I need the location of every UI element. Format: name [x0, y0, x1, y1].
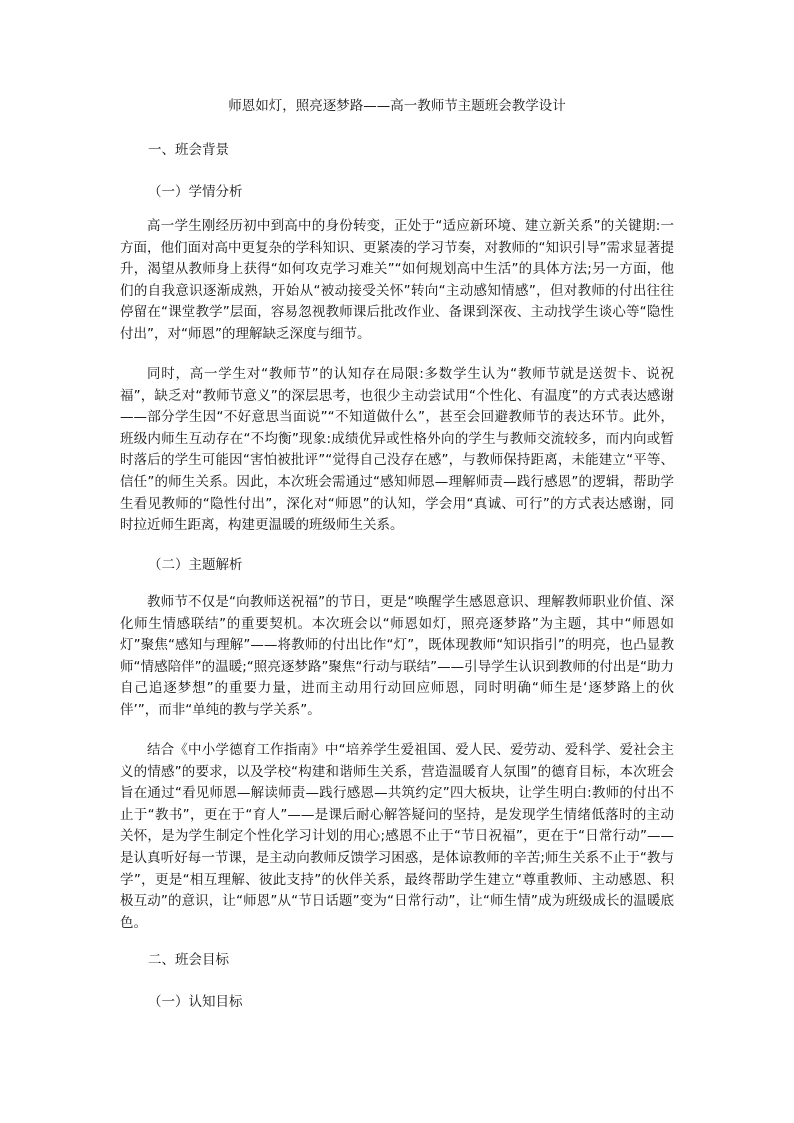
- document-title: 师恩如灯，照亮逐梦路——高一教师节主题班会教学设计: [228, 98, 566, 114]
- section-heading-goals: 二、班会目标: [148, 952, 229, 968]
- paragraph-student-analysis-1: 高一学生刚经历初中到高中的身份转变，正处于“适应新环境、建立新关系”的关键期:一方面，他们面对高中更复杂的学科知识、更紧凑的学习节奏，对教师的“知识引导”需求显著提升，渴望从教师身上获得“如何攻克学习难关”“如何规划高中生活”的具体方法;另一方面，他们的自我意识逐渐成熟，开始从“被动接受关怀”转向“主动感知情感”，但对教师的付出往往停留在“课堂教学”层面，容易忽视教师课后批改作业、备课到深夜、主动找学生谈心等“隐性付出”，对“师恩”的理解缺乏深度与细节。: [120, 218, 674, 342]
- subsection-heading-cognitive-goals: （一）认知目标: [148, 994, 243, 1010]
- section-heading-background: 一、班会背景: [148, 142, 229, 158]
- subsection-heading-student-analysis: （一）学情分析: [148, 184, 243, 200]
- paragraph-theme-analysis-2: 结合《中小学德育工作指南》中“培养学生爱祖国、爱人民、爱劳动、爱科学、爱社会主义的情感”的要求，以及学校“构建和谐师生关系，营造温暖育人氛围”的德育目标，本次班会旨在通过“看见师恩—解读师责—践行感恩—共筑约定”四大板块，让学生明白:教师的付出不止于“教书”，更在于“育人”——是课后耐心解答疑问的坚持，是发现学生情绪低落时的主动关怀，是为学生制定个性化学习计划的用心;感恩不止于“节日祝福”，更在于“日常行动”——是认真听好每一节课，是主动向教师反馈学习困惑，是体谅教师的辛苦;师生关系不止于“教与学”，更是“相互理解、彼此支持”的伙伴关系，最终帮助学生建立“尊重教师、主动感恩、积极互动”的意识，让“师恩”从“节日话题”变为“日常行动”，让“师生情”成为班级成长的温暖底色。: [120, 742, 674, 931]
- paragraph-theme-analysis-1: 教师节不仅是“向教师送祝福”的节日，更是“唤醒学生感恩意识、理解教师职业价值、深化师生情感联结”的重要契机。本次班会以“师恩如灯，照亮逐梦路”为主题，其中“师恩如灯”聚焦“感知与理解”——将教师的付出比作“灯”，既体现教师“知识指引”的明亮，也凸显教师“情感陪伴”的温暖;“照亮逐梦路”聚焦“行动与联结”——引导学生认识到教师的付出是“助力自己追逐梦想”的重要力量，进而主动用行动回应师恩，同时明确“师生是‘逐梦路上的伙伴’”，而非“单纯的教与学关系”。: [120, 594, 674, 718]
- subsection-heading-theme-analysis: （二）主题解析: [148, 557, 243, 573]
- paragraph-student-analysis-2: 同时，高一学生对“教师节”的认知存在局限:多数学生认为“教师节就是送贺卡、说祝福”，缺乏对“教师节意义”的深层思考，也很少主动尝试用“个性化、有温度”的方式表达感谢——部分学生因“不好意思当面说”“不知道做什么”，甚至会回避教师节的表达环节。此外，班级内师生互动存在“不均衡”现象:成绩优异或性格外向的学生与教师交流较多，而内向或暂时落后的学生可能因“害怕被批评”“觉得自己没存在感”，与教师保持距离，未能建立“平等、信任”的师生关系。因此，本次班会需通过“感知师恩—理解师责—践行感恩”的逻辑，帮助学生看见教师的“隐性付出”，深化对“师恩”的认知，学会用“真诚、可行”的方式表达感谢，同时拉近师生距离，构建更温暖的班级师生关系。: [120, 366, 674, 534]
